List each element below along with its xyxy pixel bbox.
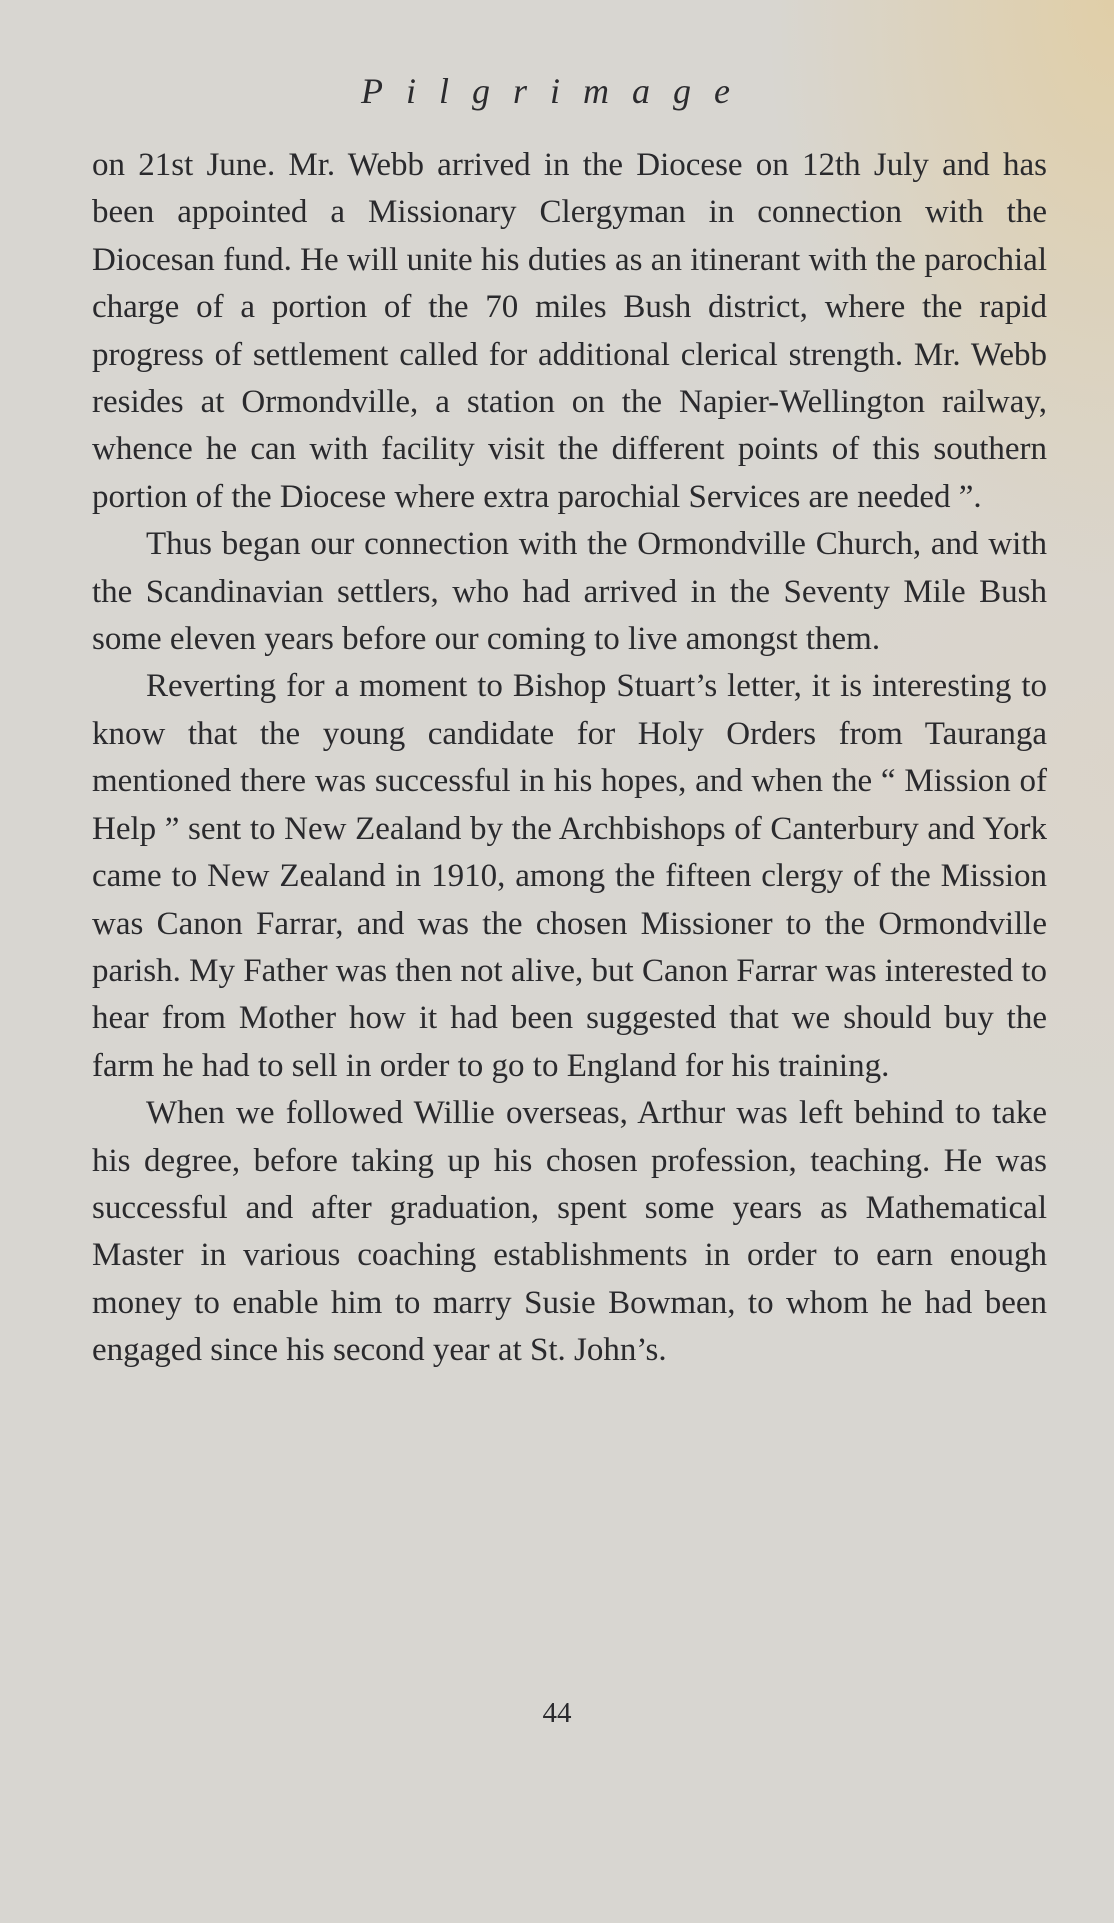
paragraph: Reverting for a moment to Bishop Stuart’s letter, it is interesting to know that the young candidate for Holy Orders from Tauranga mentioned there was successful in his hopes, and when the “ Mission of Help ” sent to New Zealand by the Archbishops of Canterbury and York came to New Zealand in 1910, among the fifteen clergy of the Mission was Canon Farrar, and was the chosen Missioner to the Ormondville parish. My Father was then not alive, but Canon Farrar was interested to hear from Mother how it had been suggested that we should buy the farm he had to sell in order to go to England for his training. xyxy=(92,668,1047,1084)
body-text xyxy=(92,142,1047,1375)
paragraph: Thus began our connection with the Ormondville Church, and with the Scandinavian settlers, who had arrived in the Seventy Mile Bush some eleven years before our coming to live amongst them. xyxy=(92,526,1047,658)
page-number: 44 xyxy=(542,1697,572,1729)
paragraph: When we followed Willie overseas, Arthur was left behind to take his degree, before taking up his chosen profession, teaching. He was successful and after graduation, spent some years as Mathematical Master in various coaching establishments in order to earn enough money to enable him to marry Susie Bowman, to whom he had been engaged since his second year at St. John’s. xyxy=(92,1095,1047,1369)
running-head-title: Pilgrimage xyxy=(361,71,753,111)
paragraph-continued: on 21st June. Mr. Webb arrived in the Diocese on 12th July and has been appointed a Missionary Clergyman in connection with the Diocesan fund. He will unite his duties as an itinerant with the parochial charge of a portion of the 70 miles Bush district, where the rapid progress of settlement called for additional clerical strength. Mr. Webb resides at Ormondville, a station on the Napier-Wellington railway, whence he can with facility visit the different points of this southern portion of the Diocese where extra parochial Services are needed ”. xyxy=(92,147,1047,515)
